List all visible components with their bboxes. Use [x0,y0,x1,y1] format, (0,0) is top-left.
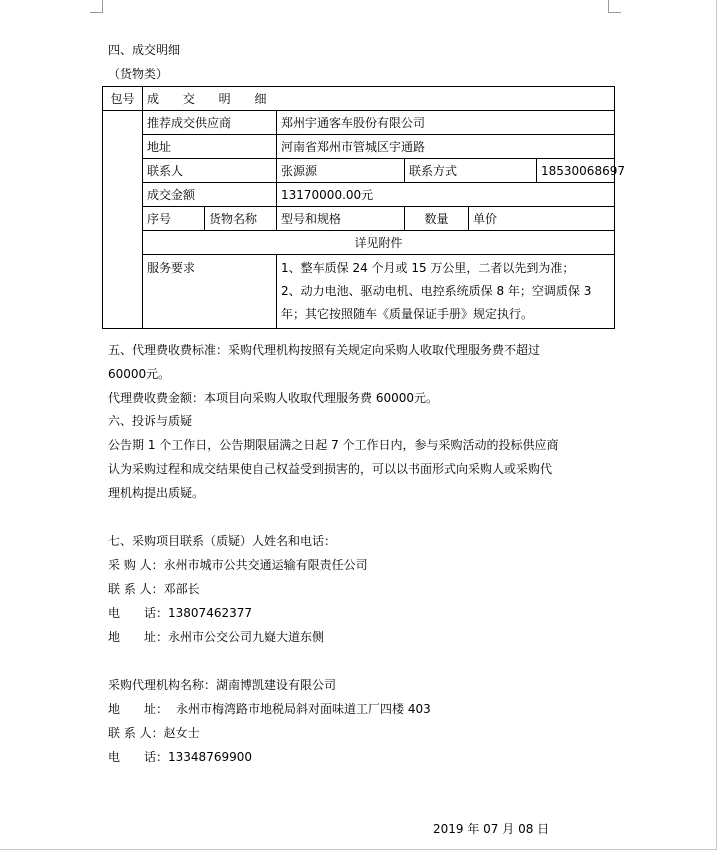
address-label: 地址 [143,135,277,159]
purchaser-address-value: 永州市公交公司九嶷大道东侧 [168,630,325,644]
agency-phone-label: 电 话： [108,750,169,764]
amount-label: 成交金额 [143,183,277,207]
section4-subtitle: （货物类） [108,67,169,81]
goods-header-name: 货物名称 [205,207,277,231]
service-line-2: 2、动力电池、驱动电机、电控系统质保 8 年；空调质保 3 [281,284,592,298]
agency-contact-value: 赵女士 [163,726,200,740]
see-attachment-row [103,231,615,255]
phone-value: 18530068697 [537,159,615,183]
contact-value: 张源源 [277,159,405,183]
see-attachment-cell: 详见附件 [143,231,615,255]
section5-line-1: 五、代理费收费标准：采购代理机构按照有关规定向采购人收取代理服务费不超过 [108,343,541,357]
service-label: 服务要求 [143,255,277,329]
contact-row [103,159,615,183]
col-package-number: 包号 [103,87,143,111]
purchaser-line [108,557,368,573]
purchaser-address-line [108,629,324,645]
supplier-value: 郑州宇通客车股份有限公司 [277,111,615,135]
package-cell [103,111,143,329]
agency-contact-line [108,725,200,741]
col-deal-detail-text: 成 交 明 细 [147,91,277,106]
supplier-label: 推荐成交供应商 [143,111,277,135]
service-line-1: 1、整车质保 24 个月或 15 万公里，二者以先到为准； [281,261,575,275]
agency-phone-value: 13348769900 [168,750,252,764]
contact-label: 联系人 [143,159,277,183]
section4-title: 四、成交明细 [108,43,181,57]
amount-row [103,183,615,207]
col-deal-detail [143,87,615,111]
purchaser-label: 采 购 人： [108,558,164,572]
agency-address-label: 地 址： [108,702,169,716]
purchaser-phone-line [108,605,252,621]
purchaser-contact-value: 邓部长 [163,582,200,596]
purchaser-contact-label: 联 系 人： [108,582,164,596]
section6-line-2: 认为采购过程和成交结果使自己权益受到损害的，可以以书面形式向采购人或采购代 [108,462,553,476]
section6-title: 六、投诉与质疑 [108,414,193,428]
purchaser-phone-label: 电 话： [108,606,169,620]
agency-name-line [108,677,336,693]
announcement-date: 2019 年 07 月 08 日 [433,822,550,836]
agency-address-value: 永州市梅湾路市地税局斜对面味道工厂四楼 403 [176,702,431,716]
purchaser-address-label: 地 址： [108,630,169,644]
supplier-row [103,111,615,135]
address-value: 河南省郑州市管城区宇通路 [277,135,615,159]
goods-header-quantity: 数量 [405,207,469,231]
section5-line-3: 代理费收费金额：本项目向采购人收取代理服务费 60000元。 [108,391,438,405]
crop-mark-top-right [608,0,621,13]
purchaser-phone-value: 13807462377 [168,606,252,620]
section6-line-3: 理机构提出质疑。 [108,486,205,500]
goods-header-index: 序号 [143,207,205,231]
amount-value: 13170000.00元 [277,183,615,207]
section6-line-1: 公告期 1 个工作日，公告期限届满之日起 7 个工作日内，参与采购活动的投标供应商 [108,438,559,452]
address-row [103,135,615,159]
goods-header-unit-price: 单价 [469,207,615,231]
agency-phone-line [108,749,252,765]
deal-detail-table [102,86,625,329]
goods-header-row [103,207,615,231]
agency-address-line [108,701,431,717]
agency-contact-label: 联 系 人： [108,726,164,740]
section7-title: 七、采购项目联系（质疑）人姓名和电话： [108,534,337,548]
service-value [277,255,615,329]
purchaser-value: 永州市城市公共交通运输有限责任公司 [163,558,368,572]
section5-line-2: 60000元。 [108,367,171,381]
purchaser-contact-line [108,581,200,597]
phone-label: 联系方式 [405,159,537,183]
service-line-3: 年；其它按照随车《质量保证手册》规定执行。 [281,307,534,321]
crop-mark-top-left [90,0,103,13]
agency-name-label: 采购代理机构名称： [108,678,217,692]
service-row [103,255,615,329]
goods-header-model: 型号和规格 [277,207,405,231]
agency-name-value: 湖南博凯建设有限公司 [216,678,337,692]
table-header-row [103,87,615,111]
